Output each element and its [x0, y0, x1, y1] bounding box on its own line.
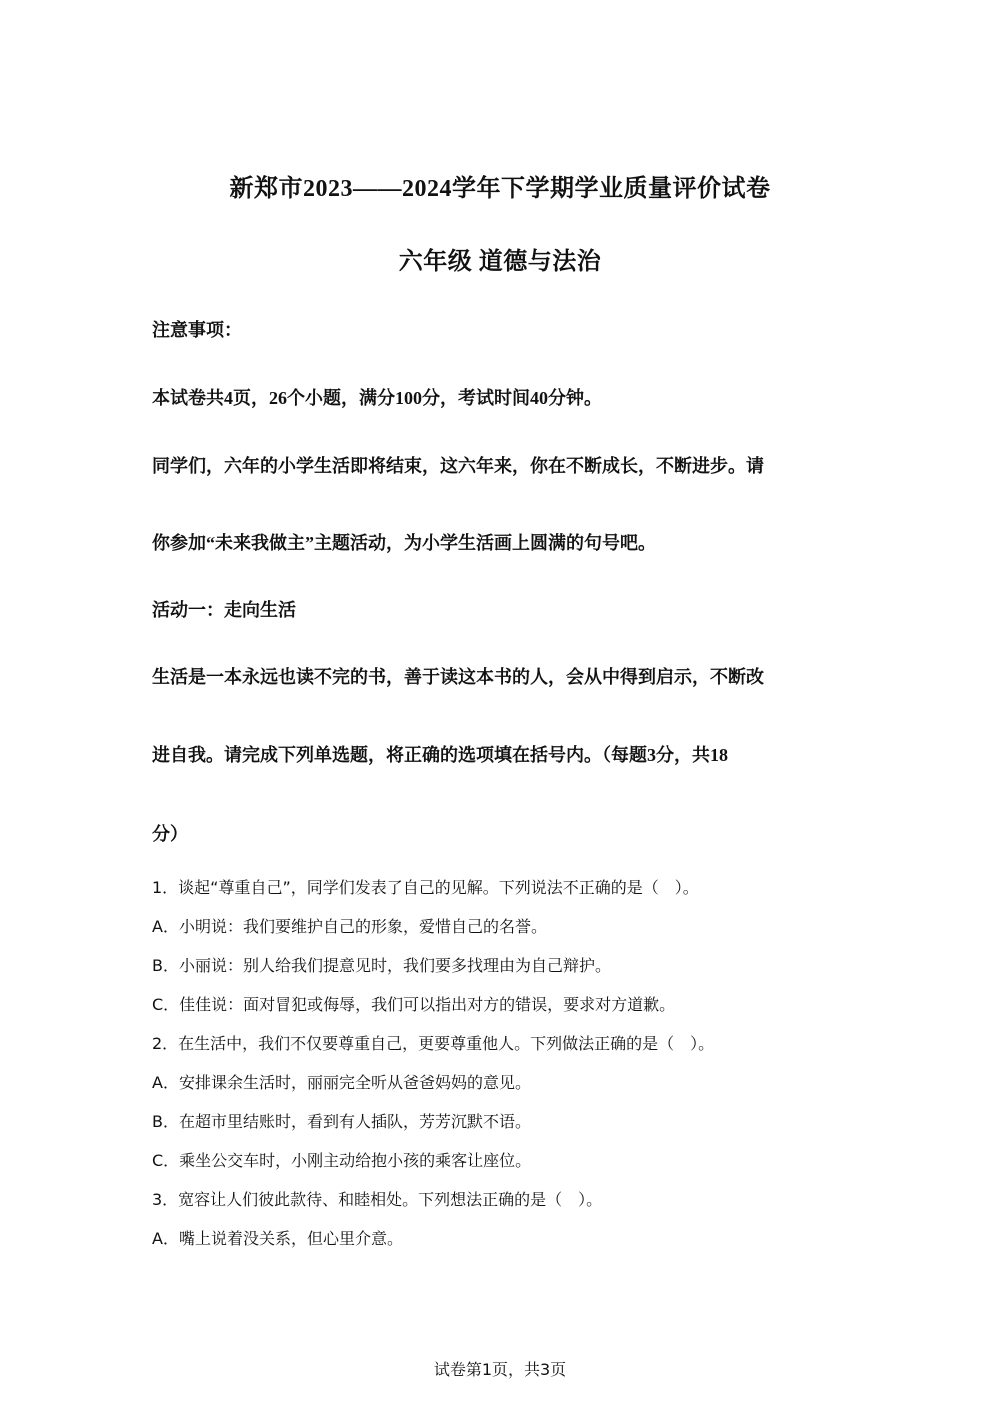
activity-line-2: 进自我。请完成下列单选题，将正确的选项填在括号内。（每题3分，共18: [152, 745, 728, 765]
activity-line-3: 分）: [152, 824, 188, 844]
activity-heading: 活动一：走向生活: [152, 600, 296, 620]
intro-line-1: 同学们，六年的小学生活即将结束，这六年来，你在不断成长，不断进步。请: [152, 456, 764, 476]
intro-line-2: 你参加“未来我做主”主题活动，为小学生活画上圆满的句号吧。: [152, 533, 656, 553]
question-1: 1．谈起“尊重自己”，同学们发表了自己的见解。下列说法不正确的是（ ）。: [152, 878, 699, 897]
exam-subtitle: 六年级 道德与法治: [398, 249, 602, 275]
question-3: 3．宽容让人们彼此款待、和睦相处。下列想法正确的是（ ）。: [152, 1190, 603, 1209]
question-3-option-a: A．嘴上说着没关系，但心里介意。: [152, 1229, 403, 1248]
question-2-option-b: B．在超市里结账时，看到有人插队，芳芳沉默不语。: [152, 1112, 531, 1131]
question-2-option-a: A．安排课余生活时，丽丽完全听从爸爸妈妈的意见。: [152, 1073, 531, 1092]
notice-text: 本试卷共4页，26个小题，满分100分，考试时间40分钟。: [152, 388, 602, 408]
exam-title: 新郑市2023——2024学年下学期学业质量评价试卷: [229, 176, 771, 202]
page-footer: 试卷第1页，共3页: [433, 1360, 567, 1379]
question-2: 2．在生活中，我们不仅要尊重自己，更要尊重他人。下列做法正确的是（ ）。: [152, 1034, 715, 1053]
question-1-option-b: B．小丽说：别人给我们提意见时，我们要多找理由为自己辩护。: [152, 956, 611, 975]
activity-line-1: 生活是一本永远也读不完的书，善于读这本书的人，会从中得到启示，不断改: [152, 667, 764, 687]
question-1-option-a: A．小明说：我们要维护自己的形象，爱惜自己的名誉。: [152, 917, 547, 936]
notice-heading: 注意事项：: [152, 320, 242, 340]
question-2-option-c: C．乘坐公交车时，小刚主动给抱小孩的乘客让座位。: [152, 1151, 532, 1170]
question-1-option-c: C．佳佳说：面对冒犯或侮辱，我们可以指出对方的错误，要求对方道歉。: [152, 995, 676, 1014]
